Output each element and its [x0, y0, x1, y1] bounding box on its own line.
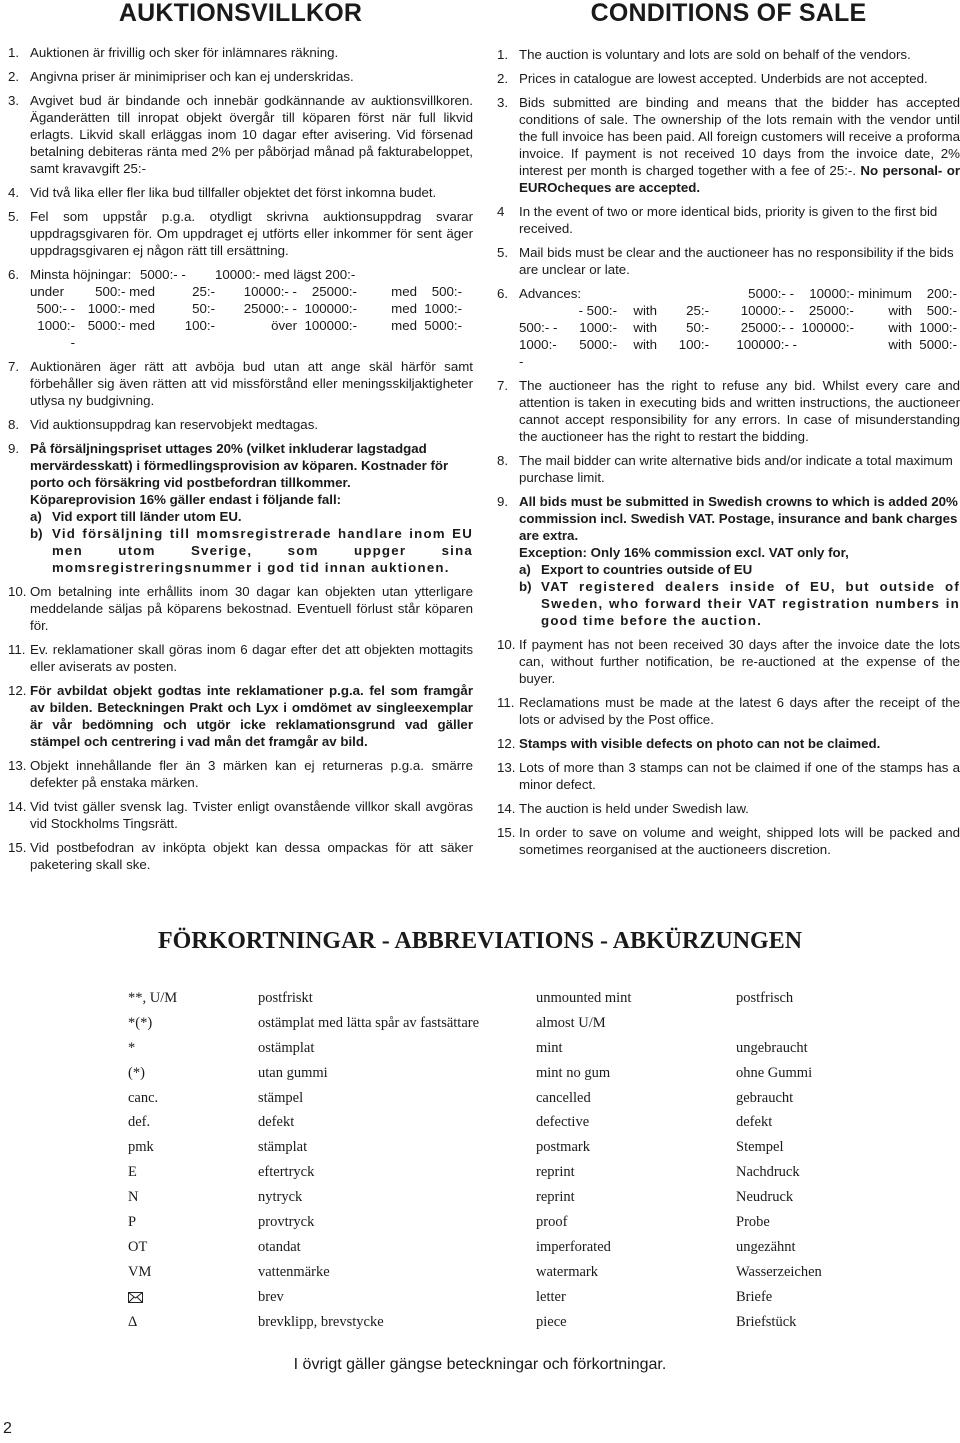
table-row: [128, 1011, 886, 1036]
table-cell: defekt: [258, 1114, 295, 1131]
table-cell: (*): [128, 1064, 145, 1081]
list-item: 13. Lots of more than 3 stamps can not be claimed if one of the stamps has a minor defect.: [497, 760, 960, 792]
list-item: 1. The auction is voluntary and lots are sold on behalf of the vendors.: [497, 47, 911, 62]
table-cell: VM: [128, 1263, 152, 1280]
footer-note: I övrigt gäller gängse beteckningar och förkortningar.: [293, 1356, 667, 1373]
table-cell: Neudruck: [736, 1189, 794, 1206]
list-item: 2. Angivna priser är minimipriser och kan ej underskridas.: [8, 69, 354, 84]
table-cell: P: [128, 1213, 137, 1230]
list-item: 13. Objekt innehållande fler än 3 märken kan ej returneras p.g.a. smärre defekter på enstaka märken.: [8, 758, 473, 790]
table-cell: utan gummi: [258, 1064, 328, 1081]
table-row: [128, 1086, 886, 1111]
list-item: 2. Prices in catalogue are lowest accepted. Underbids are not accepted.: [497, 71, 928, 86]
table-cell: nytryck: [258, 1189, 303, 1206]
table-cell: imperforated: [536, 1238, 611, 1255]
table-cell: [736, 1011, 886, 1036]
advance-table: Advances: 5000:- - 10000:- minimum 200:- - 500:- with 25:- 10000:- - 25000:- with 500:- 500:- - 1000:- with 50:- 25000:- - 100000:- with 1000:- 1000:- - 5000:- with 100:- 100000:- - with 5000:-: [519, 286, 957, 369]
list-item: 14. The auction is held under Swedish law.: [497, 801, 749, 816]
table-row: [128, 1135, 886, 1160]
table-row: [128, 1210, 886, 1235]
english-title: CONDITIONS OF SALE: [590, 0, 867, 27]
table-cell: stämpel: [258, 1089, 304, 1106]
abbreviations-title: FÖRKORTNINGAR - ABBREVIATIONS - ABKÜRZUNGEN: [157, 928, 803, 954]
page-number: 2: [3, 1420, 12, 1437]
table-cell: Wasserzeichen: [736, 1263, 822, 1280]
list-item: 6. Advances: 5000:- - 10000:- minimum 200:- - 500:- with 25:- 10000:- - 25000:- with 500:- 500:- - 1000:- with 50:- 25000:- - 100000:- with 1000:- 1000:- - 5000:- with 100:- 100000:- - with 5000:-: [497, 285, 960, 370]
table-cell: Stempel: [736, 1139, 784, 1156]
table-cell: N: [128, 1189, 139, 1206]
table-cell: Briefstück: [736, 1313, 797, 1330]
table-cell: mint: [536, 1039, 563, 1056]
table-cell: vattenmärke: [258, 1263, 330, 1280]
list-item: 11. Reclamations must be made at the latest 6 days after the receipt of the lots or advised by the Post office.: [497, 695, 960, 727]
list-item: 15. Vid postbefodran av inköpta objekt kan dessa ompackas för att säker paketering skall ske.: [8, 840, 473, 872]
table-cell: Nachdruck: [736, 1164, 800, 1181]
list-item: 11. Ev. reklamationer skall göras inom 6 dagar efter det att objekten mottagits eller aviserats av posten.: [8, 642, 473, 674]
table-row: [128, 986, 886, 1011]
table-row: [128, 1160, 886, 1185]
list-item: 4 In the event of two or more identical bids, priority is given to the first bid received.: [497, 204, 938, 236]
english-terms-column: [497, 0, 960, 865]
list-item: 5. Fel som uppstår p.g.a. otydligt skrivna auktionsuppdrag svarar uppdragsgivaren för. Om uppdraget ej utförts eller inkommer för sent äger uppdragsgivaren ej någon rätt till ersättning.: [8, 209, 473, 258]
table-cell: postfrisch: [736, 989, 794, 1006]
table-cell: [128, 1285, 258, 1310]
table-row: [128, 1310, 886, 1335]
swedish-terms-list: [8, 44, 473, 873]
table-cell: ostämplat: [258, 1039, 315, 1056]
table-cell: brev: [258, 1288, 284, 1305]
list-item: 14. Vid tvist gäller svensk lag. Tvister enligt ovanstående villkor skall avgöras vid Stockholms Tingsrätt.: [8, 799, 473, 831]
swedish-title: AUKTIONSVILLKOR: [118, 0, 363, 27]
abbreviations-table: [128, 986, 886, 1334]
list-item: 7. Auktionären äger rätt att avböja bud utan att ange skäl härför samt förbehåller sig även rätten att vid missförstånd eller meningsskiljaktigheter utlysa ny budgivning.: [8, 359, 473, 408]
list-item: 7. The auctioneer has the right to refuse any bid. Whilst every care and attention is taken in executing bids and written instructions, the auctioneer cannot accept responsibility for any errors. In case of misunderstanding the auctioneer has the right to restart the bidding.: [497, 378, 960, 444]
table-cell: eftertryck: [258, 1164, 315, 1181]
table-cell: gebraucht: [736, 1089, 794, 1106]
table-cell: def.: [128, 1114, 151, 1131]
table-cell: *: [128, 1039, 136, 1056]
table-cell: ostämplat med lätta spår av fastsättare: [258, 1014, 480, 1031]
table-cell: unmounted mint: [536, 989, 632, 1006]
table-cell: reprint: [536, 1189, 575, 1206]
table-cell: otandat: [258, 1238, 301, 1255]
list-item: 10. If payment has not been received 30 days after the invoice date the lots can, without further notification, be re-auctioned at the expense of the buyer.: [497, 637, 960, 686]
list-item: 8. Vid auktionsuppdrag kan reservobjekt medtagas.: [8, 417, 319, 432]
table-cell: Briefe: [736, 1288, 773, 1305]
list-item: 9. På försäljningspriset uttages 20% (vilket inkluderar lagstadgad mervärdesskatt) i förmedlingsprovision av köparen. Kostnader för porto och försäkring vid postbefordran tillkommer. Köpareprovision 16% gäller endast i följande fall: a) Vid export till länder utom EU. b) Vid försäljning till momsregistrerade handlare inom EU men utom Sverige, som uppger sina momsregistreringsnummer i god tid innan auktionen.: [8, 441, 473, 575]
table-cell: postfriskt: [258, 989, 313, 1006]
table-cell: stämplat: [258, 1139, 308, 1156]
table-cell: letter: [536, 1288, 566, 1305]
english-terms-list: [497, 46, 960, 858]
table-cell: almost U/M: [536, 1014, 606, 1031]
table-row: [128, 1036, 886, 1061]
table-cell: provtryck: [258, 1213, 315, 1230]
table-cell: pmk: [128, 1139, 154, 1156]
increment-table: Minsta höjningar: 5000:- - 10000:- med lägst 200:- under 500:- med 25:- 10000:- - 25000:- med 500:- 500:- - 1000:- med 50:- 25000:- - 100000:- med 1000:- 1000:- - 5000:- med 100:- över 100000:- med 5000:-: [30, 267, 462, 350]
table-cell: E: [128, 1164, 137, 1181]
list-item: 15. In order to save on volume and weight, shipped lots will be packed and sometimes reorganised at the auctioneers discretion.: [497, 825, 960, 857]
table-cell: ohne Gummi: [736, 1064, 813, 1081]
table-cell: Δ: [128, 1313, 138, 1330]
table-row: [128, 1285, 886, 1310]
envelope-icon: [128, 1292, 258, 1303]
table-cell: **, U/M: [128, 989, 178, 1006]
table-cell: mint no gum: [536, 1064, 611, 1081]
list-item: 10. Om betalning inte erhållits inom 30 dagar kan objekten utan ytterligare meddelande säljas på köparens bekostnad. Eventuell förlust står köparen för.: [8, 584, 473, 633]
table-cell: ungebraucht: [736, 1039, 808, 1056]
list-item: 12. Stamps with visible defects on photo can not be claimed.: [497, 736, 881, 751]
table-cell: brevklipp, brevstycke: [258, 1313, 384, 1330]
list-item: 4. Vid två lika eller fler lika bud tillfaller objektet det först inkomna budet.: [8, 185, 437, 200]
table-cell: ungezähnt: [736, 1238, 796, 1255]
list-item: 5. Mail bids must be clear and the auctioneer has no responsibility if the bids are unclear or late.: [497, 245, 954, 277]
table-row: [128, 1185, 886, 1210]
table-cell: OT: [128, 1238, 148, 1255]
table-cell: piece: [536, 1313, 567, 1330]
table-cell: postmark: [536, 1139, 590, 1156]
list-item: 6. Minsta höjningar: 5000:- - 10000:- med lägst 200:- under 500:- med 25:- 10000:- - 25000:- med 500:- 500:- - 1000:- med 50:- 25000:- - 100000:- med 1000:- 1000:- - 5000:- med 100:- över 100000:- med 5000:-: [8, 266, 473, 351]
table-cell: *(*): [128, 1014, 153, 1031]
list-item: 8. The mail bidder can write alternative bids and/or indicate a total maximum purchase limit.: [497, 453, 953, 485]
table-row: [128, 1235, 886, 1260]
table-cell: watermark: [536, 1263, 598, 1280]
table-cell: reprint: [536, 1164, 575, 1181]
list-item: 3. Avgivet bud är bindande och innebär godkännande av auktionsvillkoren. Äganderätten till inropat objekt övergår till köparen först när full likvid erlagts. Likvid skall erläggas inom 10 dagar efter avisering. Vid försenad betalning debiteras ränta med 2% per påbörjad månad på fakturabeloppet, samt kravavgift 25:-: [8, 93, 473, 176]
table-cell: defective: [536, 1114, 590, 1131]
table-row: [128, 1110, 886, 1135]
table-cell: canc.: [128, 1089, 159, 1106]
table-cell: Probe: [736, 1213, 770, 1230]
table-cell: proof: [536, 1213, 568, 1230]
list-item: 3. Bids submitted are binding and means that the bidder has accepted conditions of sale. The ownership of the lots remain with the vendor until the full invoice has been paid. All foreign customers will receive a proforma invoice. If payment is not received 10 days from the invoice date, 2% interest per month is charged together with a fee of 25:-. No personal- or EUROcheques are accepted.: [497, 95, 960, 195]
table-row: [128, 1260, 886, 1285]
table-cell: cancelled: [536, 1089, 591, 1106]
swedish-terms-column: [8, 0, 473, 880]
table-cell: defekt: [736, 1114, 773, 1131]
table-row: [128, 1061, 886, 1086]
list-item: 9. All bids must be submitted in Swedish crowns to which is added 20% commission incl. Swedish VAT. Postage, insurance and bank charges are extra. Exception: Only 16% commission excl. VAT only for, a) Export to countries outside of EU b) VAT registered dealers inside of EU, but outside of Sweden, who forward their VAT registration numbers in good time before the auction.: [497, 494, 960, 628]
list-item: 12. För avbildat objekt godtas inte reklamationer p.g.a. fel som framgår av bilden. Beteckningen Prakt och Lyx i omdömet av singleexemplar är vår bedömning och utgör icke reklamationsgrund vad gäller stämpel och centrering i vad mån det framgår av bild.: [8, 683, 473, 749]
list-item: 1. Auktionen är frivillig och sker för inlämnares räkning.: [8, 45, 339, 60]
